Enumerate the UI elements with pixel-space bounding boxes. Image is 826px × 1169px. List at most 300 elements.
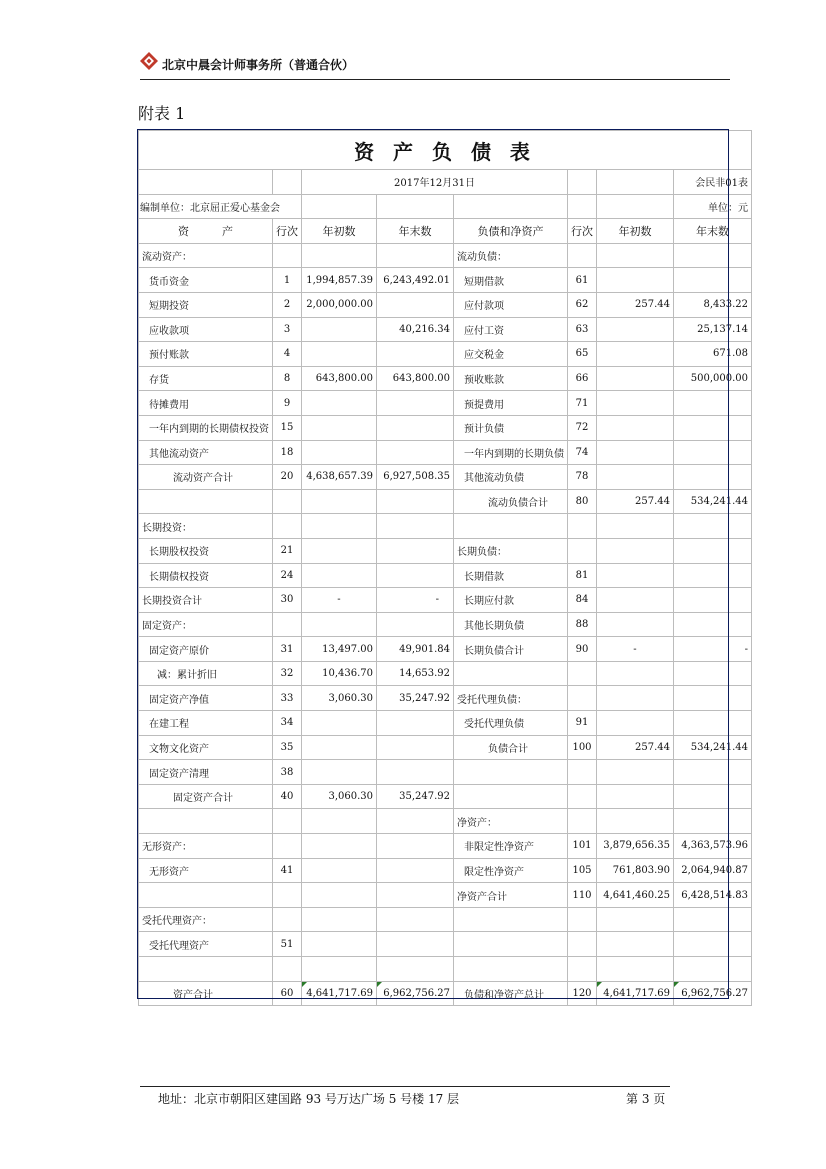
asset-end-value: 6,927,508.35	[377, 465, 454, 490]
liability-end-value	[674, 932, 752, 957]
asset-begin-value	[302, 440, 377, 465]
liability-item: 应付款项	[454, 292, 568, 317]
liability-begin-value: 761,803.90	[597, 858, 674, 883]
liability-item: 长期负债：	[454, 538, 568, 563]
liability-item: 净资产：	[454, 809, 568, 834]
liability-line-no	[568, 784, 597, 809]
table-row	[139, 735, 752, 760]
liability-item: 其他长期负债	[454, 612, 568, 637]
asset-begin-value	[302, 907, 377, 932]
liability-line-no: 71	[568, 391, 597, 416]
footer-address: 地址：北京市朝阳区建国路 93 号万达广场 5 号楼 17 层	[158, 1092, 460, 1106]
asset-end-value: 40,216.34	[377, 317, 454, 342]
liability-begin-value	[597, 784, 674, 809]
liability-end-value	[674, 907, 752, 932]
liability-end-value: 671.08	[674, 342, 752, 367]
liability-line-no: 90	[568, 637, 597, 662]
liability-item: 短期借款	[454, 268, 568, 293]
liability-end-value	[674, 391, 752, 416]
liability-line-no: 91	[568, 711, 597, 736]
table-row	[139, 440, 752, 465]
asset-item: 受托代理资产	[139, 932, 273, 957]
asset-item: 存货	[139, 366, 273, 391]
asset-line-no	[273, 907, 302, 932]
liability-line-no: 72	[568, 415, 597, 440]
liability-begin-value	[597, 661, 674, 686]
col-header-line: 行次	[273, 219, 302, 244]
liability-line-no: 80	[568, 489, 597, 514]
liability-end-value: 2,064,940.87	[674, 858, 752, 883]
liability-end-value	[674, 415, 752, 440]
asset-item: 减：累计折旧	[139, 661, 273, 686]
asset-item: 待摊费用	[139, 391, 273, 416]
liability-end-value	[674, 268, 752, 293]
table-row	[139, 514, 752, 539]
liability-begin-value	[597, 317, 674, 342]
asset-line-no: 8	[273, 366, 302, 391]
liability-begin-value	[597, 514, 674, 539]
asset-item: 其他流动资产	[139, 440, 273, 465]
asset-line-no: 15	[273, 415, 302, 440]
preparer: 编制单位：北京屈正爱心基金会	[139, 194, 302, 219]
firm-logo-icon	[140, 52, 158, 70]
asset-item: 短期投资	[139, 292, 273, 317]
asset-item: 无形资产：	[139, 834, 273, 859]
liability-end-value	[674, 661, 752, 686]
report-date: 2017年12月31日	[302, 170, 568, 195]
asset-item: 长期债权投资	[139, 563, 273, 588]
asset-line-no: 21	[273, 538, 302, 563]
asset-item	[139, 809, 273, 834]
blank-cell	[597, 170, 674, 195]
liability-begin-value	[597, 932, 674, 957]
liability-item: 受托代理负债：	[454, 686, 568, 711]
asset-item: 固定资产合计	[139, 784, 273, 809]
asset-end-value	[377, 538, 454, 563]
asset-begin-value	[302, 711, 377, 736]
liability-begin-value	[597, 366, 674, 391]
liability-end-value: 8,433.22	[674, 292, 752, 317]
liability-item: 非限定性净资产	[454, 834, 568, 859]
liability-item	[454, 932, 568, 957]
blank-cell	[139, 170, 273, 195]
asset-line-no	[273, 883, 302, 908]
asset-begin-value	[302, 612, 377, 637]
liability-begin-value	[597, 538, 674, 563]
attachment-label: 附表 1	[138, 104, 186, 123]
asset-begin-value: 643,800.00	[302, 366, 377, 391]
liability-begin-value	[597, 563, 674, 588]
asset-line-no	[273, 612, 302, 637]
asset-end-value: 49,901.84	[377, 637, 454, 662]
asset-end-value	[377, 415, 454, 440]
liability-item: 限定性净资产	[454, 858, 568, 883]
liability-begin-value	[597, 268, 674, 293]
liability-begin-value: 257.44	[597, 735, 674, 760]
liability-end-value	[674, 588, 752, 613]
asset-line-no	[273, 957, 302, 982]
sheet-title: 资 产 负 债 表	[139, 131, 752, 170]
liability-begin-value: 257.44	[597, 489, 674, 514]
asset-begin-value	[302, 957, 377, 982]
asset-begin-value	[302, 538, 377, 563]
asset-item: 固定资产：	[139, 612, 273, 637]
asset-line-no	[273, 809, 302, 834]
liability-line-no	[568, 686, 597, 711]
liability-line-no: 81	[568, 563, 597, 588]
asset-end-value	[377, 612, 454, 637]
liability-line-no: 88	[568, 612, 597, 637]
asset-begin-value	[302, 932, 377, 957]
asset-end-value: 35,247.92	[377, 686, 454, 711]
asset-line-no: 32	[273, 661, 302, 686]
liability-begin-value	[597, 686, 674, 711]
asset-line-no: 51	[273, 932, 302, 957]
table-row	[139, 243, 752, 268]
liability-begin-value	[597, 440, 674, 465]
asset-begin-value	[302, 834, 377, 859]
liability-end-value	[674, 563, 752, 588]
col-header-begin: 年初数	[302, 219, 377, 244]
liability-item: 受托代理负债	[454, 711, 568, 736]
liability-item: 一年内到期的长期负债	[454, 440, 568, 465]
asset-item: 在建工程	[139, 711, 273, 736]
asset-begin-value	[302, 809, 377, 834]
asset-item: 预付账款	[139, 342, 273, 367]
table-row	[139, 760, 752, 785]
asset-line-no	[273, 514, 302, 539]
asset-line-no	[273, 243, 302, 268]
asset-item: 流动资产合计	[139, 465, 273, 490]
liability-line-no	[568, 661, 597, 686]
asset-begin-value: 13,497.00	[302, 637, 377, 662]
asset-item: 长期投资合计	[139, 588, 273, 613]
asset-line-no: 60	[273, 981, 302, 1006]
liability-begin-value	[597, 588, 674, 613]
asset-end-value: -	[377, 588, 454, 613]
liability-begin-value: 3,879,656.35	[597, 834, 674, 859]
asset-begin-value	[302, 342, 377, 367]
firm-name: 北京中晨会计师事务所（普通合伙）	[162, 58, 355, 72]
asset-end-value	[377, 440, 454, 465]
page-header	[140, 50, 730, 80]
col-header-liability: 负债和净资产	[454, 219, 568, 244]
liability-line-no: 78	[568, 465, 597, 490]
col-header-begin: 年初数	[597, 219, 674, 244]
blank-cell	[568, 194, 597, 219]
asset-end-value	[377, 342, 454, 367]
liability-begin-value	[597, 415, 674, 440]
liability-line-no: 74	[568, 440, 597, 465]
liability-end-value	[674, 957, 752, 982]
liability-line-no	[568, 809, 597, 834]
liability-end-value: 6,428,514.83	[674, 883, 752, 908]
liability-end-value	[674, 440, 752, 465]
liability-item: 长期负债合计	[454, 637, 568, 662]
liability-item: 长期应付款	[454, 588, 568, 613]
asset-line-no: 31	[273, 637, 302, 662]
asset-end-value	[377, 489, 454, 514]
asset-line-no: 4	[273, 342, 302, 367]
liability-item: 应付工资	[454, 317, 568, 342]
asset-item: 应收款项	[139, 317, 273, 342]
table-row	[139, 317, 752, 342]
asset-end-value	[377, 391, 454, 416]
table-row	[139, 588, 752, 613]
liability-begin-value	[597, 809, 674, 834]
table-row	[139, 342, 752, 367]
liability-line-no	[568, 760, 597, 785]
asset-begin-value	[302, 391, 377, 416]
table-row	[139, 465, 752, 490]
asset-item	[139, 957, 273, 982]
liability-line-no	[568, 932, 597, 957]
asset-item: 固定资产清理	[139, 760, 273, 785]
liability-line-no: 105	[568, 858, 597, 883]
table-row	[139, 268, 752, 293]
liability-item: 预计负债	[454, 415, 568, 440]
asset-item: 受托代理资产：	[139, 907, 273, 932]
table-row	[139, 858, 752, 883]
liability-item: 预收账款	[454, 366, 568, 391]
col-header-end: 年末数	[377, 219, 454, 244]
asset-end-value	[377, 735, 454, 760]
asset-line-no: 38	[273, 760, 302, 785]
liability-item: 应交税金	[454, 342, 568, 367]
asset-line-no: 30	[273, 588, 302, 613]
asset-end-value: 643,800.00	[377, 366, 454, 391]
liability-begin-value	[597, 907, 674, 932]
liability-end-value: 6,962,756.27	[674, 981, 752, 1006]
asset-item: 固定资产原价	[139, 637, 273, 662]
table-row	[139, 612, 752, 637]
asset-line-no: 35	[273, 735, 302, 760]
liability-line-no	[568, 907, 597, 932]
asset-line-no: 1	[273, 268, 302, 293]
unit-label: 单位：元	[674, 194, 752, 219]
asset-end-value	[377, 243, 454, 268]
table-row	[139, 661, 752, 686]
asset-begin-value	[302, 489, 377, 514]
table-row	[139, 834, 752, 859]
table-row	[139, 538, 752, 563]
asset-item: 固定资产净值	[139, 686, 273, 711]
liability-line-no: 61	[568, 268, 597, 293]
table-row	[139, 932, 752, 957]
table-row	[139, 883, 752, 908]
liability-begin-value	[597, 465, 674, 490]
asset-end-value	[377, 957, 454, 982]
liability-end-value	[674, 711, 752, 736]
liability-begin-value	[597, 391, 674, 416]
asset-end-value	[377, 711, 454, 736]
asset-item: 一年内到期的长期债权投资	[139, 415, 273, 440]
liability-line-no: 110	[568, 883, 597, 908]
asset-end-value	[377, 760, 454, 785]
liability-item: 净资产合计	[454, 883, 568, 908]
asset-end-value	[377, 292, 454, 317]
liability-end-value: 534,241.44	[674, 735, 752, 760]
table-row	[139, 292, 752, 317]
table-row	[139, 809, 752, 834]
asset-line-no: 2	[273, 292, 302, 317]
col-header-end: 年末数	[674, 219, 752, 244]
liability-begin-value: 4,641,717.69	[597, 981, 674, 1006]
table-row	[139, 711, 752, 736]
asset-end-value	[377, 834, 454, 859]
asset-begin-value	[302, 883, 377, 908]
table-row	[139, 366, 752, 391]
blank-cell	[377, 194, 454, 219]
asset-begin-value	[302, 514, 377, 539]
asset-end-value	[377, 563, 454, 588]
table-row	[139, 489, 752, 514]
table-row	[139, 907, 752, 932]
asset-line-no: 41	[273, 858, 302, 883]
liability-end-value: 500,000.00	[674, 366, 752, 391]
table-row	[139, 563, 752, 588]
liability-end-value	[674, 686, 752, 711]
asset-begin-value	[302, 760, 377, 785]
liability-end-value: 534,241.44	[674, 489, 752, 514]
asset-begin-value: 1,994,857.39	[302, 268, 377, 293]
asset-item: 无形资产	[139, 858, 273, 883]
asset-begin-value: -	[302, 588, 377, 613]
liability-begin-value	[597, 711, 674, 736]
liability-line-no	[568, 243, 597, 268]
liability-item: 负债和净资产总计	[454, 981, 568, 1006]
liability-item: 负债合计	[454, 735, 568, 760]
asset-item	[139, 489, 273, 514]
asset-line-no	[273, 489, 302, 514]
liability-item	[454, 784, 568, 809]
asset-line-no: 9	[273, 391, 302, 416]
table-row	[139, 637, 752, 662]
liability-end-value: -	[674, 637, 752, 662]
asset-begin-value: 2,000,000.00	[302, 292, 377, 317]
asset-begin-value: 4,638,657.39	[302, 465, 377, 490]
asset-begin-value	[302, 735, 377, 760]
liability-item: 长期借款	[454, 563, 568, 588]
liability-item: 流动负债合计	[454, 489, 568, 514]
blank-cell	[302, 194, 377, 219]
liability-line-no: 65	[568, 342, 597, 367]
liability-begin-value	[597, 612, 674, 637]
liability-item: 预提费用	[454, 391, 568, 416]
asset-end-value: 14,653.92	[377, 661, 454, 686]
asset-begin-value	[302, 243, 377, 268]
table-row	[139, 784, 752, 809]
liability-begin-value	[597, 243, 674, 268]
asset-end-value: 6,962,756.27	[377, 981, 454, 1006]
asset-line-no	[273, 834, 302, 859]
liability-end-value	[674, 809, 752, 834]
liability-begin-value	[597, 957, 674, 982]
asset-end-value: 6,243,492.01	[377, 268, 454, 293]
blank-cell	[273, 170, 302, 195]
liability-end-value	[674, 465, 752, 490]
liability-end-value: 4,363,573.96	[674, 834, 752, 859]
liability-begin-value	[597, 760, 674, 785]
liability-item	[454, 661, 568, 686]
asset-line-no: 40	[273, 784, 302, 809]
liability-item: 其他流动负债	[454, 465, 568, 490]
asset-item: 长期投资：	[139, 514, 273, 539]
liability-line-no: 100	[568, 735, 597, 760]
asset-end-value	[377, 514, 454, 539]
asset-begin-value: 3,060.30	[302, 686, 377, 711]
liability-end-value	[674, 760, 752, 785]
asset-line-no: 20	[273, 465, 302, 490]
liability-line-no: 63	[568, 317, 597, 342]
asset-begin-value: 4,641,717.69	[302, 981, 377, 1006]
liability-line-no	[568, 957, 597, 982]
asset-begin-value	[302, 858, 377, 883]
asset-item	[139, 883, 273, 908]
table-row	[139, 957, 752, 982]
liability-begin-value: 257.44	[597, 292, 674, 317]
liability-begin-value: 4,641,460.25	[597, 883, 674, 908]
liability-end-value: 25,137.14	[674, 317, 752, 342]
table-row	[139, 391, 752, 416]
blank-cell	[568, 170, 597, 195]
liability-item: 流动负债：	[454, 243, 568, 268]
asset-item: 货币资金	[139, 268, 273, 293]
asset-end-value	[377, 809, 454, 834]
footer-divider	[140, 1086, 670, 1087]
liability-item	[454, 760, 568, 785]
liability-end-value	[674, 514, 752, 539]
asset-item: 流动资产：	[139, 243, 273, 268]
table-row	[139, 981, 752, 1006]
page-number: 第 3 页	[626, 1092, 666, 1106]
asset-line-no: 18	[273, 440, 302, 465]
asset-item: 长期股权投资	[139, 538, 273, 563]
table-row	[139, 686, 752, 711]
liability-item	[454, 514, 568, 539]
liability-line-no: 101	[568, 834, 597, 859]
asset-item: 文物文化资产	[139, 735, 273, 760]
liability-line-no	[568, 538, 597, 563]
liability-begin-value	[597, 342, 674, 367]
asset-begin-value: 3,060.30	[302, 784, 377, 809]
asset-end-value	[377, 907, 454, 932]
liability-begin-value: -	[597, 637, 674, 662]
liability-end-value	[674, 538, 752, 563]
asset-line-no: 3	[273, 317, 302, 342]
liability-line-no: 84	[568, 588, 597, 613]
liability-line-no: 120	[568, 981, 597, 1006]
table-row	[139, 415, 752, 440]
liability-end-value	[674, 784, 752, 809]
asset-end-value	[377, 883, 454, 908]
asset-end-value: 35,247.92	[377, 784, 454, 809]
form-code: 会民非01表	[674, 170, 752, 195]
blank-cell	[454, 194, 568, 219]
blank-cell	[597, 194, 674, 219]
liability-end-value	[674, 243, 752, 268]
liability-line-no: 66	[568, 366, 597, 391]
asset-line-no: 33	[273, 686, 302, 711]
asset-begin-value: 10,436.70	[302, 661, 377, 686]
liability-end-value	[674, 612, 752, 637]
asset-end-value	[377, 858, 454, 883]
liability-line-no: 62	[568, 292, 597, 317]
asset-item: 资产合计	[139, 981, 273, 1006]
liability-line-no	[568, 514, 597, 539]
asset-begin-value	[302, 563, 377, 588]
asset-end-value	[377, 932, 454, 957]
